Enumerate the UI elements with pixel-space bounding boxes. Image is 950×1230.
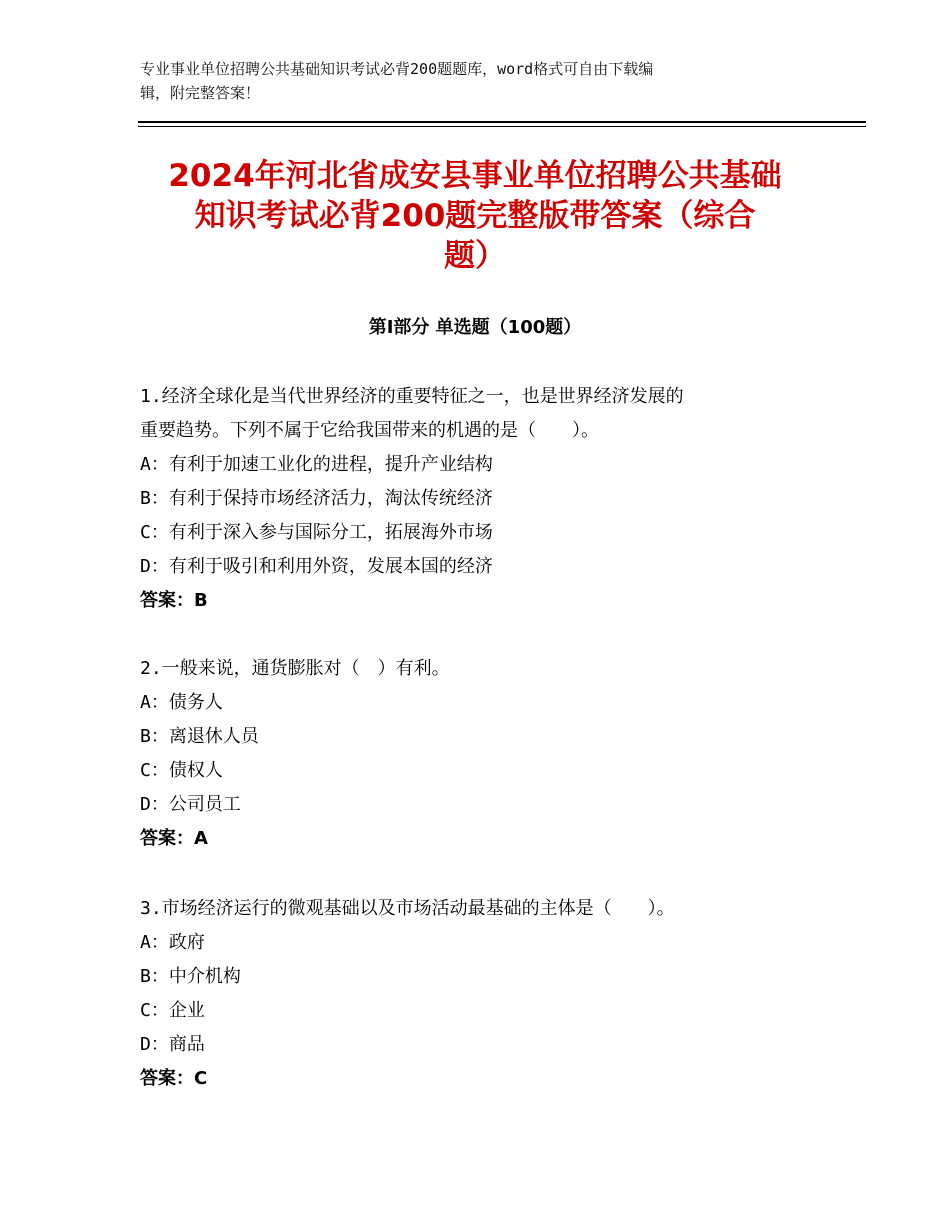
question-3-option-a: A：政府 [140, 932, 205, 953]
document-title-line-3: 题） [444, 238, 506, 274]
question-1-option-b: B：有利于保持市场经济活力，淘汰传统经济 [140, 488, 493, 509]
question-2 [140, 652, 820, 856]
question-3 [140, 892, 820, 1096]
question-1-stem-line-1: 1.经济全球化是当代世界经济的重要特征之一，也是世界经济发展的 [140, 386, 684, 407]
question-2-option-d: D：公司员工 [140, 794, 241, 815]
question-3-option-b: B：中介机构 [140, 966, 241, 987]
question-2-option-c: C：债权人 [140, 760, 223, 781]
document-title-line-1: 2024年河北省成安县事业单位招聘公共基础 [168, 158, 782, 194]
question-1-answer: 答案：B [140, 590, 208, 611]
header-note-line-1: 专业事业单位招聘公共基础知识考试必背200题题库，word格式可自由下载编 [140, 60, 654, 78]
question-2-stem-line-1: 2.一般来说，通货膨胀对（ ）有利。 [140, 658, 450, 679]
header-rule-thick [138, 121, 866, 123]
document-title-line-2: 知识考试必背200题完整版带答案（综合 [194, 198, 756, 234]
header-note [140, 57, 800, 105]
question-1-option-a: A：有利于加速工业化的进程，提升产业结构 [140, 454, 493, 475]
question-2-option-b: B：离退休人员 [140, 726, 259, 747]
question-3-stem-line-1: 3.市场经济运行的微观基础以及市场活动最基础的主体是（ ）。 [140, 898, 675, 919]
question-3-answer: 答案：C [140, 1068, 208, 1089]
question-1-option-d: D：有利于吸引和利用外资，发展本国的经济 [140, 556, 493, 577]
question-2-answer: 答案：A [140, 828, 208, 849]
header-note-line-2: 辑，附完整答案！ [140, 84, 261, 102]
section-heading: 第Ⅰ部分 单选题（100题） [368, 317, 582, 338]
question-1-stem-line-2: 重要趋势。下列不属于它给我国带来的机遇的是（ ）。 [140, 420, 599, 441]
document-title [138, 156, 812, 276]
question-3-option-c: C：企业 [140, 1000, 205, 1021]
question-2-option-a: A：债务人 [140, 692, 223, 713]
question-3-option-d: D：商品 [140, 1034, 205, 1055]
question-1-option-c: C：有利于深入参与国际分工，拓展海外市场 [140, 522, 493, 543]
header-rule-thin [138, 126, 866, 127]
question-1 [140, 380, 820, 618]
